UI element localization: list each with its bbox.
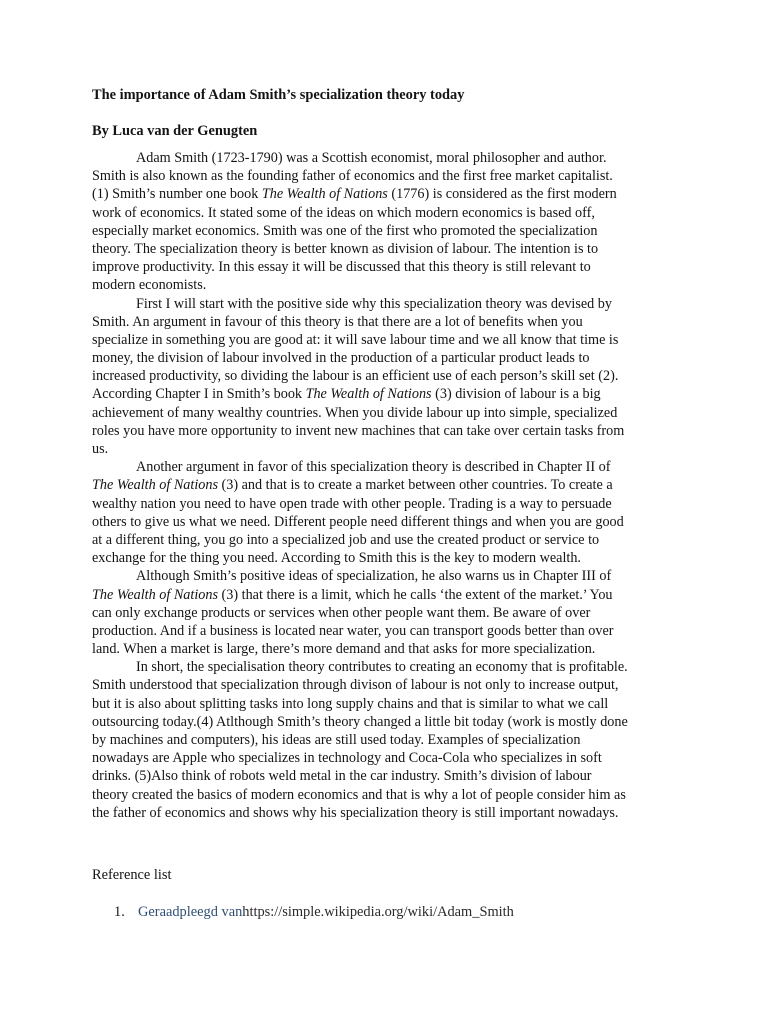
book-title: The Wealth of Nations — [261, 186, 388, 203]
document-title: The importance of Adam Smith’s specialization theory today — [92, 87, 465, 103]
essay-paragraph — [92, 295, 676, 459]
paragraph-line: improve productivity. In this essay it will be discussed that this theory is still relevant to — [92, 259, 591, 276]
paragraph-line: especially market economics. Smith was one of the first who promoted the specialization — [92, 222, 598, 239]
reference-list — [92, 903, 514, 922]
paragraph-line: by machines and computers), his ideas are still used today. Examples of specialization — [92, 732, 581, 748]
paragraph-line: wealthy nation you need to have open trade with other people. Trading is a way to persuade — [92, 495, 612, 512]
paragraph-line: The Wealth of Nations (3) and that is to create a market between other countries. To create a — [92, 477, 613, 494]
reference-prefix: Geraadpleegd van — [138, 904, 243, 920]
paragraph-line: specialize in something you are good at: it will save labour time and we all know that time is — [92, 331, 619, 348]
book-title: The Wealth of Nations — [92, 477, 218, 494]
document-page — [92, 86, 676, 822]
paragraph-line: Smith understood that specialization through divison of labour is not only to increase output, — [92, 677, 619, 694]
paragraph-line: the father of economics and shows why his specialization theory is still important nowadays. — [92, 804, 619, 821]
paragraph-line: First I will start with the positive side why this specialization theory was devised by — [136, 295, 612, 312]
paragraph-line: us. — [92, 441, 109, 457]
paragraph-line: (1) Smith’s number one book The Wealth of Nations (1776) is considered as the first modern — [92, 186, 617, 203]
paragraph-line: at a different thing, you go into a specialized job and use the created product or service to — [92, 531, 600, 548]
essay-paragraph — [92, 567, 676, 658]
paragraph-line: roles you have more opportunity to invent new machines that can take over certain tasks from — [92, 422, 625, 439]
paragraph-line: can only exchange products or services when other people want them. Be aware of over — [92, 604, 591, 621]
paragraph-line: Smith. An argument in favour of this theory is that there are a lot of benefits when you — [92, 313, 583, 330]
reference-link[interactable]: https://simple.wikipedia.org/wiki/Adam_Smith — [242, 904, 514, 920]
book-title: The Wealth of Nations — [305, 386, 432, 403]
reference-list-heading: Reference list — [92, 867, 172, 883]
paragraph-line: Although Smith’s positive ideas of specialization, he also warns us in Chapter III of — [136, 568, 612, 585]
paragraph-line: achievement of many wealthy countries. When you divide labour up into simple, specialized — [92, 404, 618, 421]
paragraph-line: Adam Smith (1723-1790) was a Scottish economist, moral philosopher and author. — [136, 150, 607, 166]
paragraph-line: modern economists. — [92, 277, 207, 294]
paragraph-line: land. When a market is large, there’s more demand and that asks for more specialization. — [92, 641, 596, 658]
essay-paragraph — [92, 658, 676, 822]
paragraph-line: production. And if a business is located near water, you can transport goods better than over — [92, 622, 614, 639]
paragraph-line: theory. The specialization theory is better known as division of labour. The intention is to — [92, 240, 599, 257]
paragraph-line: nowadays are Apple who specializes in technology and Coca-Cola who specializes in soft — [92, 750, 602, 767]
paragraph-line: work of economics. It stated some of the ideas on which modern economics is based off, — [92, 204, 595, 221]
paragraph-line: but it is also about splitting tasks into long supply chains and that is similar to what we call — [92, 695, 609, 712]
paragraph-line: Another argument in favor of this specialization theory is described in Chapter II of — [136, 459, 611, 476]
paragraph-line: money, the division of labour involved in the production of a particular product leads to — [92, 350, 590, 367]
paragraph-line: outsourcing today.(4) Atlthough Smith’s theory changed a little bit today (work is mostly done — [92, 713, 628, 730]
essay-paragraph — [92, 149, 676, 295]
paragraph-line: increased productivity, so dividing the labour is an efficient use of each person’s skill set (2). — [92, 368, 619, 385]
paragraph-line: In short, the specialisation theory contributes to creating an economy that is profitable. — [136, 659, 628, 676]
paragraph-line: Smith is also known as the founding father of economics and the first free market capitalist. — [92, 168, 613, 185]
paragraph-line: others to give us what we need. Different people need different things and when you are good — [92, 513, 624, 530]
paragraph-line: theory created the basics of modern economics and that is why a lot of people consider him as — [92, 786, 626, 803]
reference-number: 1. — [114, 904, 125, 920]
paragraph-line: exchange for the thing you need. According to Smith this is the key to modern wealth. — [92, 550, 581, 567]
paragraph-line: The Wealth of Nations (3) that there is a limit, which he calls ‘the extent of the market.’ You — [92, 586, 613, 603]
reference-item — [92, 903, 514, 922]
paragraph-line: According Chapter I in Smith’s book The Wealth of Nations (3) division of labour is a big — [92, 386, 601, 403]
paragraph-line: drinks. (5)Also think of robots weld metal in the car industry. Smith’s division of labour — [92, 768, 592, 785]
author-byline: By Luca van der Genugten — [92, 123, 258, 139]
essay-body — [92, 149, 676, 822]
book-title: The Wealth of Nations — [92, 586, 218, 603]
essay-paragraph — [92, 458, 676, 567]
